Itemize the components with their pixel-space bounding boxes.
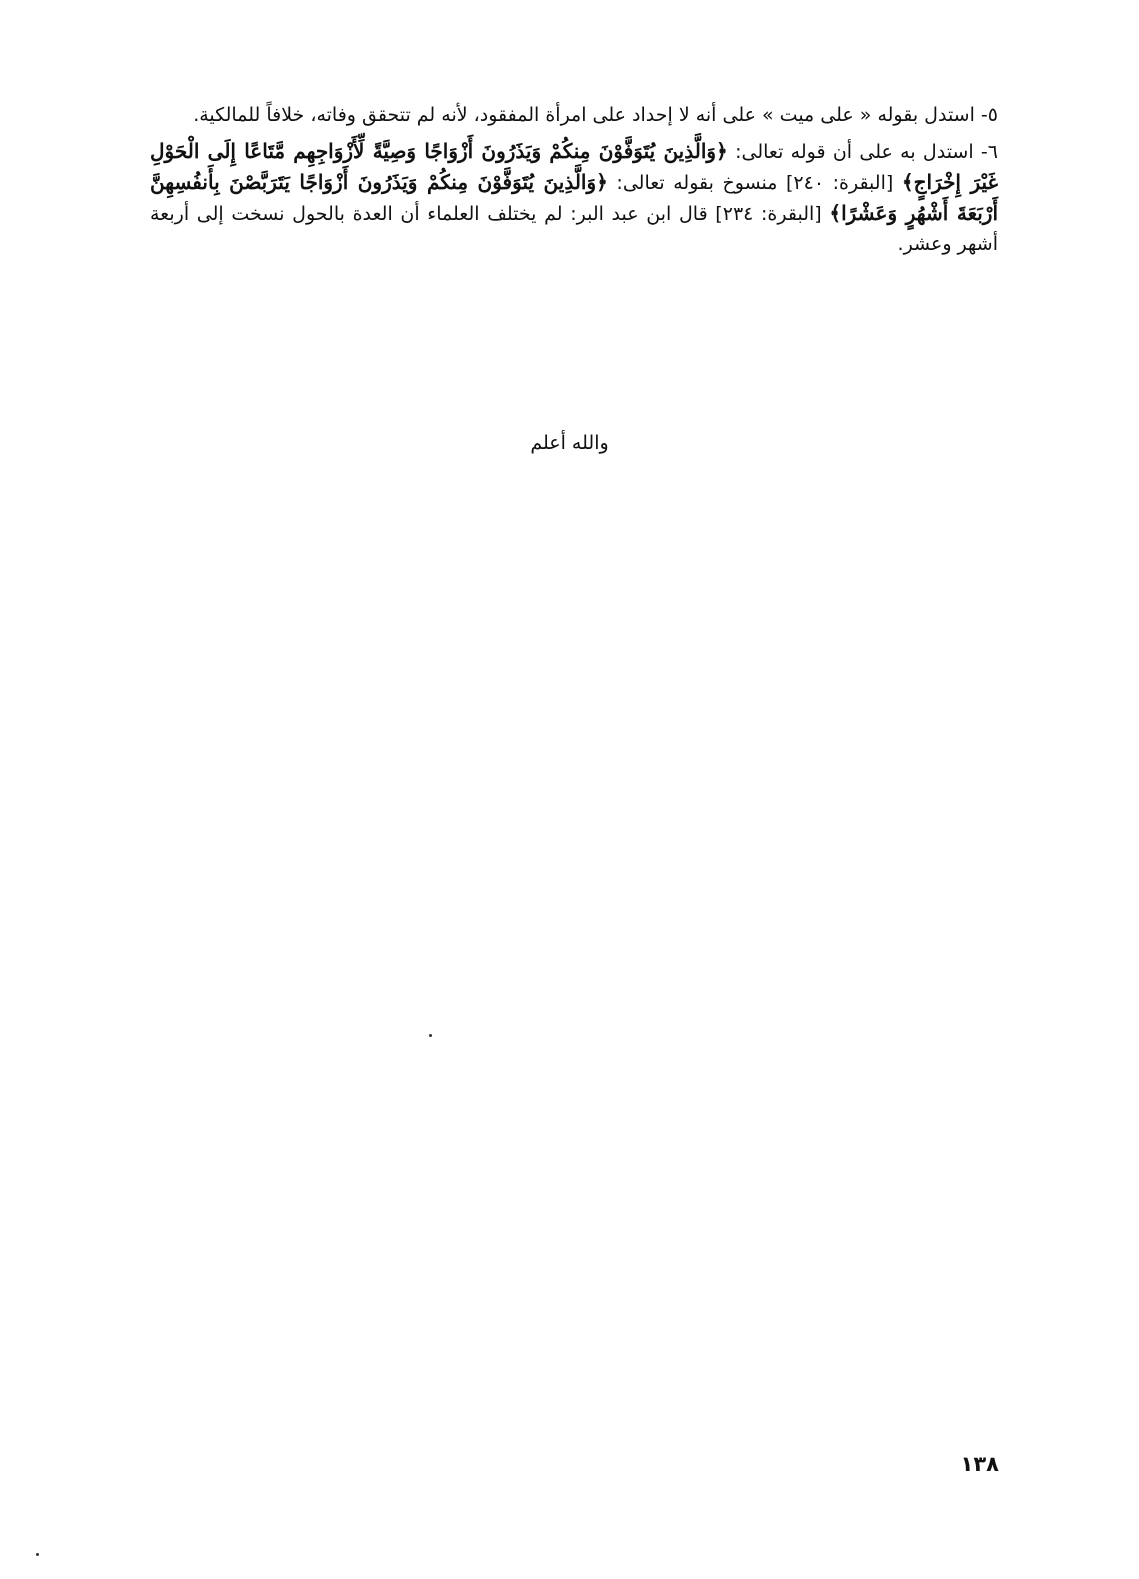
quran-verse-240: ﴿وَالَّذِينَ يُتَوَفَّوْنَ مِنكُمْ وَيَذَرُونَ أَزْوَاجًا وَصِيَّةً لِّأَزْوَاجِهِم مَّتَاعًا إِلَى الْحَوْلِ غَيْرَ إِخْرَاجٍ﴾ — [150, 139, 998, 194]
closing-phrase: والله أعلم — [530, 432, 609, 454]
item-6-conclusion: [البقرة: ٢٣٤] قال ابن عبد البر: لم يختلف العلماء أن العدة بالحول نسخت إلى أربعة أشهر وعشر. — [150, 203, 998, 255]
scan-speck — [36, 1553, 39, 1556]
page-number: ١٣٨ — [960, 1452, 999, 1476]
item-5-text: ٥- استدل بقوله « على ميت » على أنه لا إحداد على امرأة المفقود، لأنه لم تتحقق وفاته، خلافاً للمالكية. — [193, 104, 998, 126]
item-6-citation-240: [البقرة: ٢٤٠] منسوخ بقوله تعالى: — [607, 172, 902, 194]
body-text — [150, 100, 998, 265]
numbered-item-5 — [150, 100, 998, 130]
item-6-intro: ٦- استدل به على أن قوله تعالى: — [727, 141, 999, 163]
quran-verse-234: ﴿وَالَّذِينَ يُتَوَفَّوْنَ مِنكُمْ وَيَذَرُونَ أَزْوَاجًا يَتَرَبَّصْنَ بِأَنفُسِهِنَّ أَرْبَعَةَ أَشْهُرٍ وَعَشْرًا﴾ — [150, 170, 999, 225]
numbered-item-6 — [150, 136, 998, 259]
scan-speck — [429, 1034, 432, 1037]
